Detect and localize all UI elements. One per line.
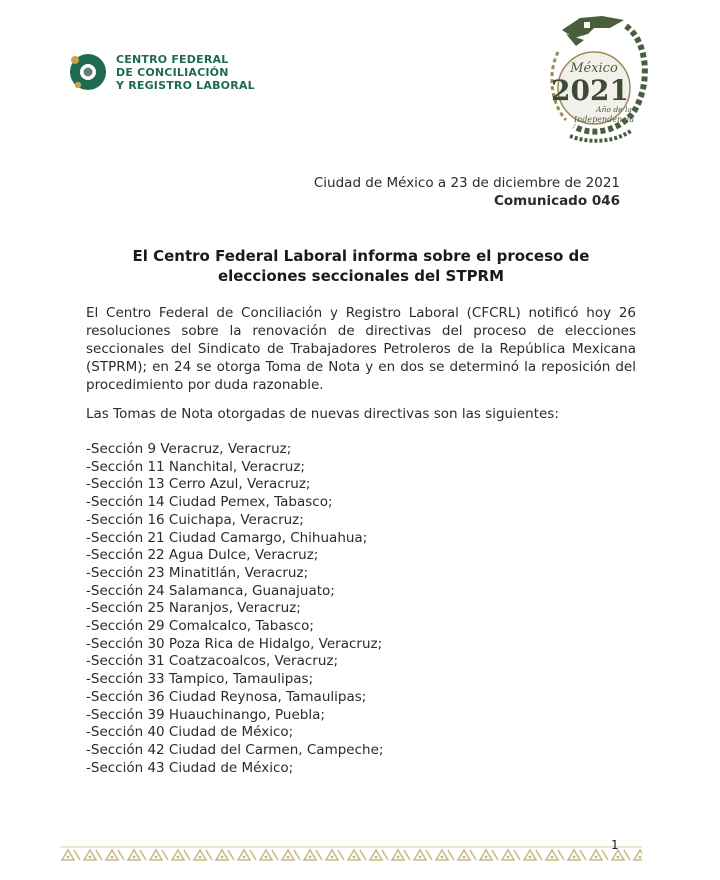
communique-number: Comunicado 046: [493, 193, 620, 209]
sections-list: [86, 441, 383, 777]
list-item: -Sección 9 Veracruz, Veracruz;: [86, 441, 292, 457]
list-item: -Sección 16 Cuichapa, Veracruz;: [86, 511, 304, 528]
list-item: -Sección 43 Ciudad de México;: [86, 759, 294, 776]
seal-text-independencia: Independencia: [574, 115, 634, 124]
list-item: -Sección 11 Nanchital, Veracruz;: [86, 458, 305, 475]
footer-ornament-band: [60, 846, 642, 864]
list-item: -Sección 21 Ciudad Camargo, Chihuahua;: [86, 529, 368, 546]
list-item: -Sección 40 Ciudad de México;: [86, 724, 294, 741]
list-item: -Sección 23 Minatitlán, Veracruz;: [86, 564, 309, 581]
org-name-line-1: CENTRO FEDERAL: [116, 52, 229, 66]
page-number: 1: [611, 838, 619, 852]
list-item: -Sección 33 Tampico, Tamaulipas;: [86, 671, 314, 688]
list-item: -Sección 25 Naranjos, Veracruz;: [86, 600, 301, 617]
dateline: [314, 174, 620, 210]
list-item: -Sección 14 Ciudad Pemex, Tabasco;: [86, 494, 333, 511]
list-item: -Sección 36 Ciudad Reynosa, Tamaulipas;: [86, 688, 367, 705]
mexico-2021-seal: [540, 12, 652, 146]
list-item: -Sección 24 Salamanca, Guanajuato;: [86, 582, 335, 599]
org-name: [116, 53, 255, 92]
seal-text-mexico: México: [570, 61, 618, 76]
list-item: -Sección 13 Cerro Azul, Veracruz;: [86, 476, 311, 493]
title-line-2: elecciones seccionales del STPRM: [217, 267, 505, 285]
org-name-line-3: Y REGISTRO LABORAL: [116, 78, 255, 92]
place-date: Ciudad de México a 23 de diciembre de 2021: [313, 175, 620, 191]
title-line-1: El Centro Federal Laboral informa sobre el proceso de: [132, 247, 590, 265]
org-logo-mark: [68, 52, 108, 92]
list-item: -Sección 29 Comalcalco, Tabasco;: [86, 618, 314, 635]
seal-text-ano: Año de la: [596, 105, 632, 114]
press-release-title: [86, 246, 636, 286]
seal-text-year: 2021: [551, 74, 629, 107]
body-paragraph-1: El Centro Federal de Conciliación y Registro Laboral (CFCRL) notificó hoy 26 resoluciones sobre la renovación de directivas del proceso de elecciones seccionales del Sindicato de Trabajadores Petroleros de la República Mexicana (STPRM); en 24 se otorga Toma de Nota y en dos se determinó la reposición del procedimiento por duda razonable.: [86, 305, 636, 393]
list-item: -Sección 42 Ciudad del Carmen, Campeche;: [86, 741, 384, 758]
list-item: -Sección 30 Poza Rica de Hidalgo, Veracruz;: [86, 635, 383, 652]
list-item: -Sección 31 Coatzacoalcos, Veracruz;: [86, 653, 339, 670]
body-paragraph-2: Las Tomas de Nota otorgadas de nuevas directivas son las siguientes:: [86, 406, 559, 422]
list-item: -Sección 39 Huauchinango, Puebla;: [86, 706, 325, 723]
org-name-line-2: DE CONCILIACIÓN: [116, 65, 229, 79]
org-logo: [68, 52, 255, 92]
list-item: -Sección 22 Agua Dulce, Veracruz;: [86, 547, 319, 564]
